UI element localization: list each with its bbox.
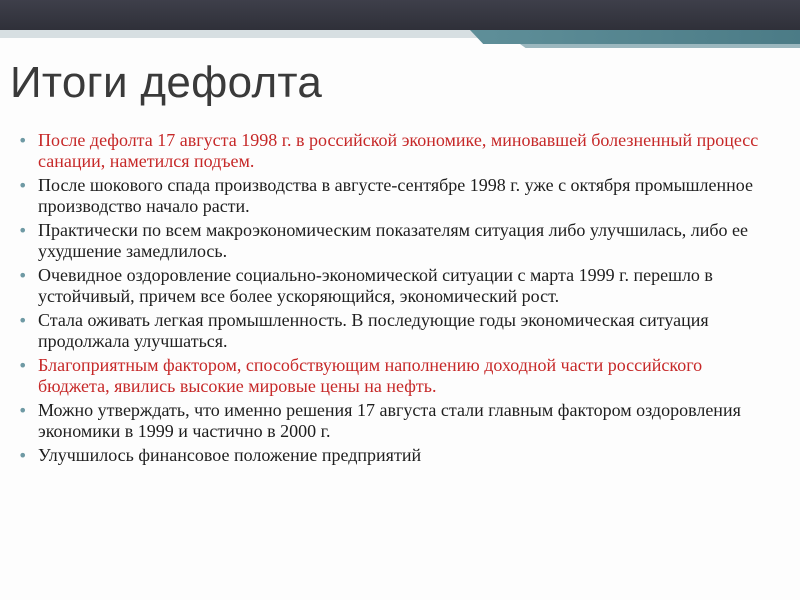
bullet-text: Очевидное оздоровление социально-экономической ситуации с марта 1999 г. перешло в устойчивый, причем все более ускоряющийся, экономический рост. <box>38 265 713 306</box>
bullet-item <box>18 265 773 307</box>
header-accent-thin-stripe <box>520 44 800 48</box>
bullet-icon: • <box>18 131 28 150</box>
slide-title: Итоги дефолта <box>10 58 323 107</box>
bullet-text: После дефолта 17 августа 1998 г. в российской экономике, миновавшей болезненный процесс санации, наметился подъем. <box>38 130 759 171</box>
bullet-text: Благоприятным фактором, способствующим наполнению доходной части российского бюджета, явились высокие мировые цены на нефть. <box>38 355 703 396</box>
bullet-item <box>18 310 773 352</box>
bullet-text: Улучшилось финансовое положение предприятий <box>38 445 422 465</box>
bullet-item <box>18 175 773 217</box>
bullet-icon: • <box>18 221 28 240</box>
bullet-item <box>18 445 773 466</box>
bullet-item <box>18 355 773 397</box>
bullet-icon: • <box>18 446 28 465</box>
header-accent-stripe <box>470 30 800 44</box>
bullet-icon: • <box>18 266 28 285</box>
bullet-text: Практически по всем макроэкономическим показателям ситуация либо улучшилась, либо ее ухудшение замедлилось. <box>38 220 749 261</box>
header-decoration-bar <box>0 0 800 30</box>
bullet-item <box>18 130 773 172</box>
bullet-icon: • <box>18 356 28 375</box>
bullet-icon: • <box>18 401 28 420</box>
bullet-icon: • <box>18 311 28 330</box>
bullet-text: Можно утверждать, что именно решения 17 августа стали главным фактором оздоровления экономики в 1999 и частично в 2000 г. <box>38 400 741 441</box>
bullet-icon: • <box>18 176 28 195</box>
bullet-list <box>18 130 773 469</box>
bullet-text: Стала оживать легкая промышленность. В последующие годы экономическая ситуация продолжала улучшаться. <box>38 310 709 351</box>
bullet-text: После шокового спада производства в августе-сентябре 1998 г. уже с октября промышленное производство начало расти. <box>38 175 753 216</box>
bullet-item <box>18 220 773 262</box>
bullet-item <box>18 400 773 442</box>
